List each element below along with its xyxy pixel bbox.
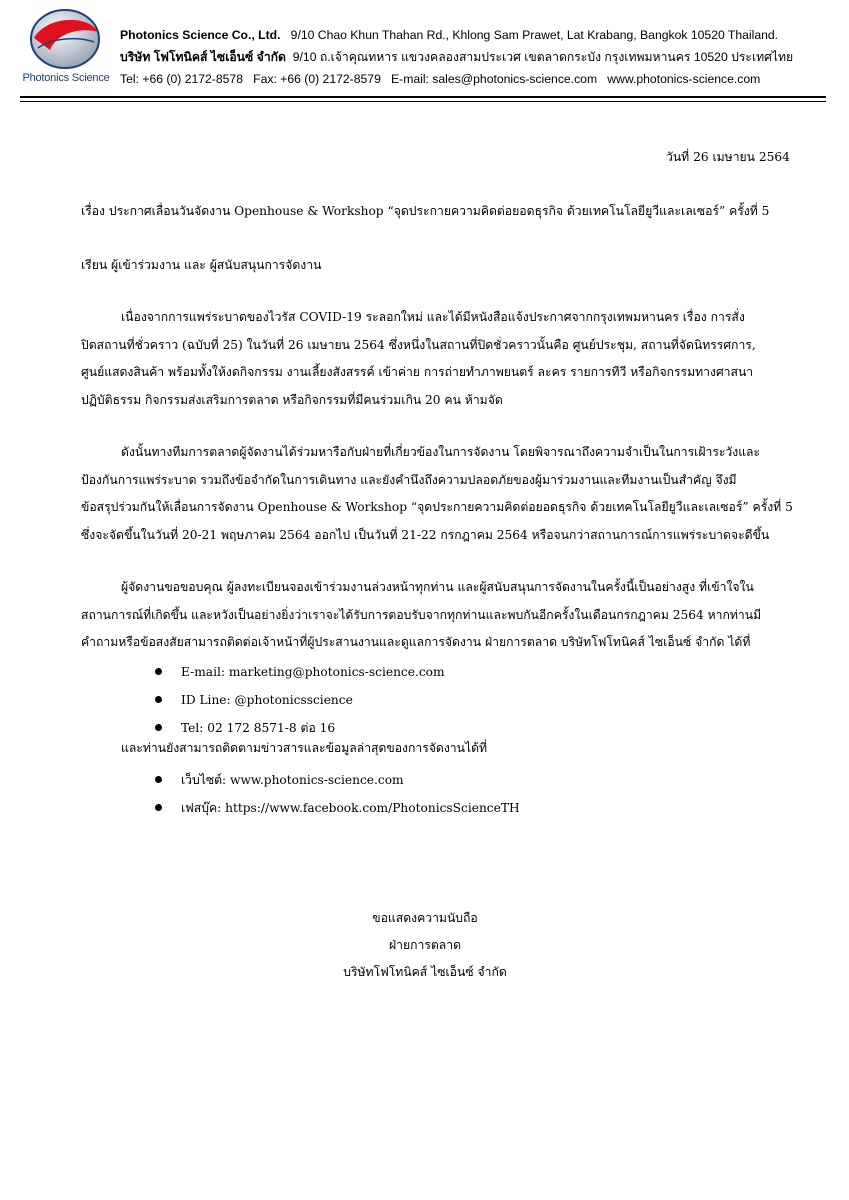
paragraph-1 <box>81 304 787 414</box>
header-rule-thick <box>20 96 826 98</box>
contact-email: E-mail: marketing@photonics-science.com <box>181 665 445 679</box>
bullet-icon <box>155 668 162 675</box>
paragraph-line: เนื่องจากการแพร่ระบาดของไวรัส COVID-19 ระลอกใหม่ และได้มีหนังสือแจ้งประกาศจากกรุงเทพมหานคร เรื่อง การสั่ง <box>121 310 745 324</box>
contact-list <box>155 658 445 742</box>
paragraph-line: ข้อสรุปร่วมกันให้เลื่อนการจัดงาน Openhouse & Workshop “จุดประกายความคิดต่อยอดธุรกิจ ด้วยเทคโนโลยียูวีและเลเซอร์” ครั้งที่ 5 <box>81 500 793 514</box>
logo-emblem-icon <box>28 8 102 70</box>
letter-date: วันที่ 26 เมษายน 2564 <box>666 150 790 164</box>
facebook-link: เฟสบุ๊ค: https://www.facebook.com/PhotonicsScienceTH <box>181 801 520 815</box>
letterhead-info <box>120 24 830 90</box>
follow-text: และท่านยังสามารถติดตามข่าวสารและข้อมูลล่าสุดของการจัดงานได้ที่ <box>121 741 488 755</box>
paragraph-line: ปิดสถานที่ชั่วคราว (ฉบับที่ 25) ในวันที่ 26 เมษายน 2564 ซึ่งหนึ่งในสถานที่ปิดชั่วคราวนั้นคือ ศูนย์ประชุม, สถานที่จัดนิทรรศการ, <box>81 337 756 352</box>
signature-block <box>300 905 550 986</box>
list-item <box>155 794 520 822</box>
list-item <box>155 686 445 714</box>
company-signature: บริษัทโฟโทนิคส์ ไซเอ็นซ์ จำกัด <box>343 965 507 979</box>
logo-text: Photonics Science <box>22 72 110 84</box>
department-name: ฝ่ายการตลาด <box>388 938 462 952</box>
paragraph-line: ผู้จัดงานขอขอบคุณ ผู้ลงทะเบียนจองเข้าร่วมงานล่วงหน้าทุกท่าน และผู้สนับสนุนการจัดงานในครั้งนี้เป็นอย่างสูง ที่เข้าใจใน <box>121 580 754 594</box>
contact-tel: Tel: 02 172 8571-8 ต่อ 16 <box>181 721 336 735</box>
paragraph-line: ปฏิบัติธรรม กิจกรรมส่งเสริมการตลาด หรือกิจกรรมที่มีคนร่วมเกิน 20 คน ห้ามจัด <box>81 392 503 407</box>
paragraph-2 <box>81 439 793 549</box>
closing-text: ขอแสดงความนับถือ <box>372 911 478 925</box>
list-item <box>155 714 445 742</box>
bullet-icon <box>155 804 162 811</box>
company-name-th: บริษัท โฟโทนิคส์ ไซเอ็นซ์ จำกัด <box>120 50 286 64</box>
paragraph-line: คำถามหรือข้อสงสัยสามารถติดต่อเจ้าหน้าที่ผู้ประสานงานและดูแลการจัดงาน ฝ่ายการตลาด บริษัทโฟโทนิคส์ ไซเอ็นซ์ จำกัด ได้ที่ <box>81 635 751 649</box>
website-link: เว็บไซต์: www.photonics-science.com <box>181 773 404 787</box>
list-item <box>155 766 520 794</box>
letter-greeting: เรียน ผู้เข้าร่วมงาน และ ผู้สนับสนุนการจัดงาน <box>81 258 322 272</box>
paragraph-3 <box>81 574 787 657</box>
letter-subject: เรื่อง ประกาศเลื่อนวันจัดงาน Openhouse & Workshop “จุดประกายความคิดต่อยอดธุรกิจ ด้วยเทคโนโลยียูวีและเลเซอร์” ครั้งที่ 5 <box>81 204 770 218</box>
bullet-icon <box>155 696 162 703</box>
paragraph-line: สถานการณ์ที่เกิดขึ้น และหวังเป็นอย่างยิ่งว่าเราจะได้รับการตอบรับจากทุกท่านและพบกันอีกครั้งในเดือนกรกฎาคม 2564 หากท่านมี <box>81 607 762 622</box>
link-list <box>155 766 520 822</box>
paragraph-line: ป้องกันการแพร่ระบาด รวมถึงข้อจำกัดในการเดินทาง และยังคำนึงถึงความปลอดภัยของผู้มาร่วมงานและทีมงานเป็นสำคัญ จึงมี <box>81 472 737 487</box>
address-en: 9/10 Chao Khun Thahan Rd., Khlong Sam Prawet, Lat Krabang, Bangkok 10520 Thailand. <box>290 28 779 42</box>
company-logo <box>16 8 112 88</box>
contact-line: Tel: +66 (0) 2172-8578 Fax: +66 (0) 2172-8579 E-mail: sales@photonics-science.com www.photonics-science.com <box>120 72 761 86</box>
list-item <box>155 658 445 686</box>
company-name-en: Photonics Science Co., Ltd. <box>120 28 281 42</box>
letterhead-line-th <box>120 46 830 68</box>
header-rule-thin <box>20 101 826 102</box>
address-th: 9/10 ถ.เจ้าคุณทหาร แขวงคลองสามประเวศ เขตลาดกระบัง กรุงเทพมหานคร 10520 ประเทศไทย <box>292 50 794 64</box>
letterhead-line-en <box>120 24 830 46</box>
bullet-icon <box>155 776 162 783</box>
paragraph-line: ซึ่งจะจัดขึ้นในวันที่ 20-21 พฤษภาคม 2564 ออกไป เป็นวันที่ 21-22 กรกฎาคม 2564 หรือจนกว่าสถานการณ์การแพร่ระบาดจะดีขึ้น <box>81 527 770 542</box>
contact-line-id: ID Line: @photonicsscience <box>181 693 353 707</box>
paragraph-line: ศูนย์แสดงสินค้า พร้อมทั้งให้งดกิจกรรม งานเลี้ยงสังสรรค์ เข้าค่าย การถ่ายทำภาพยนตร์ ละคร รายการทีวี หรือกิจกรรมทางศาสนา <box>81 365 754 379</box>
paragraph-line: ดังนั้นทางทีมการตลาดผู้จัดงานได้ร่วมหารือกับฝ่ายที่เกี่ยวข้องในการจัดงาน โดยพิจารณาถึงความจำเป็นในการเฝ้าระวังและ <box>121 445 761 459</box>
bullet-icon <box>155 724 162 731</box>
